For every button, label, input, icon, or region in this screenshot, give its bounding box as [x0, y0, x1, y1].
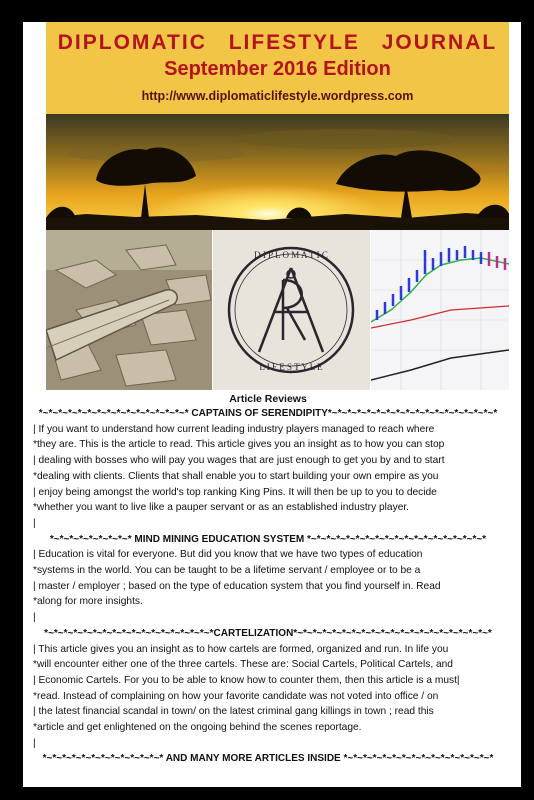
- text-line: *they are. This is the article to read. This article gives you an insight as to how you can stop: [33, 439, 445, 451]
- diplomatic-lifestyle-emblem: [213, 230, 370, 390]
- text-line: |: [33, 612, 36, 624]
- header-banner: [46, 22, 509, 114]
- edition-title: September 2016 Edition: [164, 58, 391, 80]
- journal-title: DIPLOMATIC LIFESTYLE JOURNAL: [57, 31, 498, 54]
- text-line: *whether you want to live like a pauper servant or as an established industry player.: [33, 502, 410, 514]
- emblem-text-top: D I P L O M A T I C: [254, 250, 328, 260]
- section-header-mind-mining: *~*~*~*~*~*~*~*~* MIND MINING EDUCATION SYSTEM *~*~*~*~*~*~*~*~*~*~*~*~*~*~*~*~*~*~*: [49, 533, 487, 545]
- text-line: *along for more insights.: [33, 596, 143, 608]
- text-line: *systems in the world. You can be taught to be a lifetime servant / employee or to be a: [33, 565, 421, 577]
- emblem-text-bottom: L I F E S T Y L E: [259, 362, 323, 372]
- text-line: | the latest financial scandal in town/ on the latest criminal gang killings in town ; read this: [33, 706, 434, 718]
- sunset-photo: [46, 114, 509, 230]
- stock-chart-photo: [371, 230, 509, 390]
- text-line: | enjoy being amongst the world's top ranking King Pins. It will then be up to you to decide: [33, 486, 437, 498]
- reviews-footer: *~*~*~*~*~*~*~*~*~*~*~*~* AND MANY MORE ARTICLES INSIDE *~*~*~*~*~*~*~*~*~*~*~*~*~*~*~*: [42, 753, 494, 765]
- cover-page: [23, 22, 521, 787]
- section-header-cartelization: *~*~*~*~*~*~*~*~*~*~*~*~*~*~*~*~*~*CARTELIZATION*~*~*~*~*~*~*~*~*~*~*~*~*~*~*~*~*~*~*~*~*: [44, 627, 492, 639]
- text-line: *read. Instead of complaining on how your favorite candidate was not voted into office / on: [33, 690, 439, 702]
- text-line: |: [33, 517, 36, 529]
- text-line: | dealing with bosses who will pay you wages that are just enough to get you by and to start: [33, 455, 445, 467]
- text-line: | master / employer ; based on the type of education system that you find yourself in. Read: [33, 580, 441, 592]
- text-line: | Economic Cartels. For you to be able to know how to counter them, then this article is a must|: [33, 674, 460, 686]
- text-line: | This article gives you an insight as to how cartels are formed, organized and run. In life you: [33, 643, 449, 655]
- photo-strip: [46, 230, 509, 390]
- website-link[interactable]: http://www.diplomaticlifestyle.wordpress.com: [141, 89, 414, 103]
- section-header-serendipity: *~*~*~*~*~*~*~*~*~*~*~*~*~*~*~* CAPTAINS OF SERENDIPITY*~*~*~*~*~*~*~*~*~*~*~*~*~*~*~*~*~*: [38, 408, 498, 419]
- text-line: | Education is vital for everyone. But did you know that we have two types of education: [33, 549, 423, 561]
- article-reviews: [33, 392, 503, 767]
- text-line: *article and get enlightened on the ongoing behind the scenes reportage.: [33, 722, 362, 734]
- ruins-photo: [46, 230, 212, 390]
- text-line: *will encounter either one of the three cartels. These are: Social Cartels, Political Cartels, and: [33, 659, 453, 671]
- text-line: |: [33, 737, 36, 749]
- text-line: *dealing with clients. Clients that shall enable you to start building your own empire as you: [33, 470, 439, 482]
- reviews-title: Article Reviews: [229, 393, 307, 405]
- text-line: | If you want to understand how current leading industry players managed to reach where: [33, 423, 435, 435]
